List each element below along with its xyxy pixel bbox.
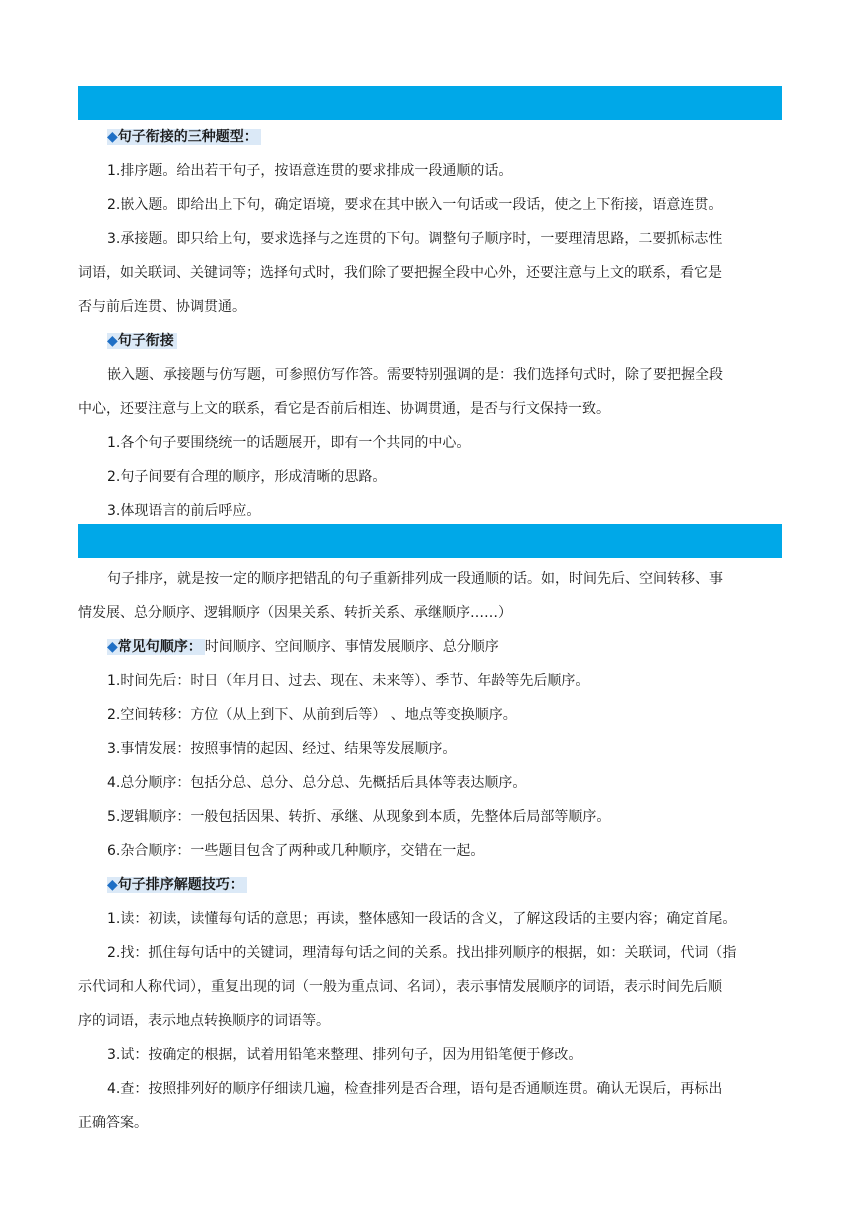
heading-three-types: ◆句子衔接的三种题型： (107, 127, 261, 147)
heading-sentence-cohesion: ◆句子衔接 (107, 331, 177, 351)
paragraph-line: 2.找：抓住每句话中的关键词，理清每句话之间的关系。找出排列顺序的根据，如：关联词，代词（指 (107, 945, 737, 961)
diamond-bullet-icon: ◆ (107, 333, 118, 349)
paragraph-line: 序的词语，表示地点转换顺序的词语等。 (78, 1013, 330, 1029)
diamond-bullet-icon: ◆ (107, 639, 118, 655)
paragraph-line: 2.空间转移：方位（从上到下、从前到后等） 、地点等变换顺序。 (107, 707, 517, 723)
diamond-bullet-icon: ◆ (107, 877, 118, 893)
paragraph-line: 3.事情发展：按照事情的起因、经过、结果等发展顺序。 (107, 741, 457, 757)
paragraph-line: 句子排序，就是按一定的顺序把错乱的句子重新排列成一段通顺的话。如，时间先后、空间转移、事 (107, 571, 723, 587)
paragraph-line: 3.体现语言的前后呼应。 (107, 503, 261, 519)
diamond-bullet-icon: ◆ (107, 129, 118, 145)
paragraph-line: 否与前后连贯、协调贯通。 (78, 299, 246, 315)
paragraph-line: 2.句子间要有合理的顺序，形成清晰的思路。 (107, 469, 387, 485)
paragraph-line: 1.时间先后：时日（年月日、过去、现在、未来等）、季节、年龄等先后顺序。 (107, 673, 590, 689)
paragraph-line: 1.各个句子要围绕统一的话题展开，即有一个共同的中心。 (107, 435, 471, 451)
paragraph-line: 6.杂合顺序：一些题目包含了两种或几种顺序，交错在一起。 (107, 843, 485, 859)
paragraph-line: 3.试：按确定的根据，试着用铅笔来整理、排列句子，因为用铅笔便于修改。 (107, 1047, 583, 1063)
paragraph-line: 4.总分顺序：包括分总、总分、总分总、先概括后具体等表达顺序。 (107, 775, 527, 791)
paragraph-line: 5.逻辑顺序：一般包括因果、转折、承继、从现象到本质，先整体后局部等顺序。 (107, 809, 611, 825)
paragraph-line: 中心，还要注意与上文的联系，看它是否前后相连、协调贯通，是否与行文保持一致。 (78, 401, 610, 417)
paragraph-line: 1.排序题。给出若干句子，按语意连贯的要求排成一段通顺的话。 (107, 163, 513, 179)
paragraph-line: 词语，如关联词、关键词等；选择句式时，我们除了要把握全段中心外，还要注意与上文的联系，看它是 (78, 265, 722, 281)
paragraph-line: 情发展、总分顺序、逻辑顺序（因果关系、转折关系、承继顺序……） (78, 605, 512, 621)
paragraph-line: 正确答案。 (78, 1115, 148, 1131)
paragraph-line: 3.承接题。即只给上句，要求选择与之连贯的下句。调整句子顺序时，一要理清思路，二要抓标志性 (107, 231, 723, 247)
section-header-band-2 (78, 524, 782, 558)
heading-ordering-techniques: ◆句子排序解题技巧： (107, 875, 247, 895)
paragraph-line: 示代词和人称代词），重复出现的词（一般为重点词、名词），表示事情发展顺序的词语，表示时间先后顺 (78, 979, 722, 995)
paragraph-line: 2.嵌入题。即给出上下句，确定语境，要求在其中嵌入一句话或一段话，使之上下衔接，语意连贯。 (107, 197, 723, 213)
section-header-band-1 (78, 86, 782, 120)
paragraph-line: 1.读：初读，读懂每句话的意思；再读，整体感知一段话的含义，了解这段话的主要内容；确定首尾。 (107, 911, 737, 927)
paragraph-line: 4.查：按照排列好的顺序仔细读几遍，检查排列是否合理，语句是否通顺连贯。确认无误后，再标出 (107, 1081, 723, 1097)
heading-common-orders: ◆常见句顺序： 时间顺序、空间顺序、事情发展顺序、总分顺序 (107, 639, 499, 655)
paragraph-line: 嵌入题、承接题与仿写题，可参照仿写作答。需要特别强调的是：我们选择句式时，除了要把握全段 (107, 367, 723, 383)
